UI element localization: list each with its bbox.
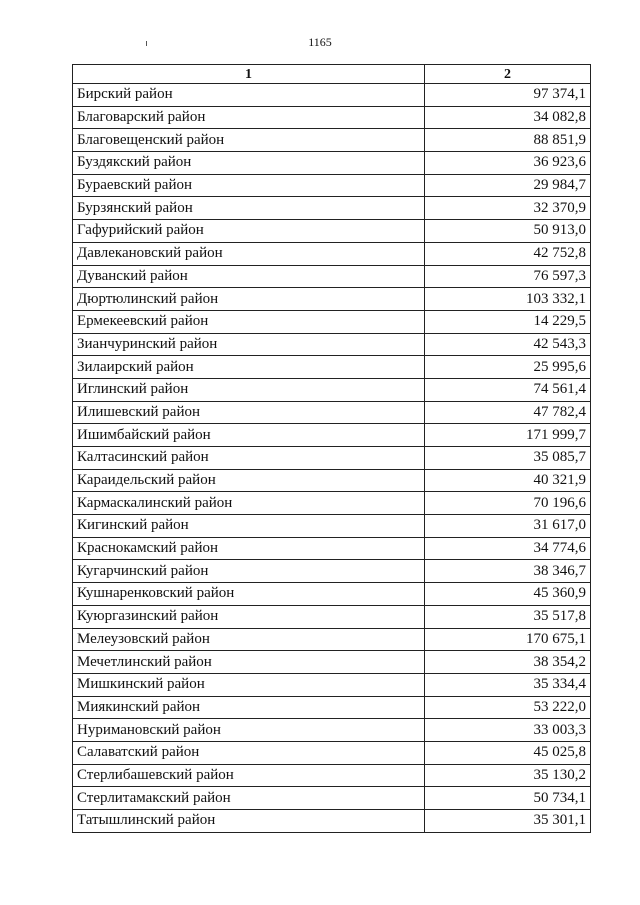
amount-cell: 38 346,7 (425, 560, 591, 583)
table-row (73, 605, 591, 628)
district-name-cell: Дуванский район (73, 265, 425, 288)
district-name-cell: Мечетлинский район (73, 651, 425, 674)
amount-cell: 36 923,6 (425, 152, 591, 175)
amount-cell: 103 332,1 (425, 288, 591, 311)
amount-cell: 42 543,3 (425, 333, 591, 356)
district-name-cell: Караидельский район (73, 469, 425, 492)
table-row (73, 537, 591, 560)
district-name-cell: Мелеузовский район (73, 628, 425, 651)
amount-cell: 88 851,9 (425, 129, 591, 152)
amount-cell: 97 374,1 (425, 84, 591, 107)
table-row (73, 810, 591, 833)
amount-cell: 34 774,6 (425, 537, 591, 560)
district-name-cell: Ермекеевский район (73, 310, 425, 333)
district-name-cell: Зилаирский район (73, 356, 425, 379)
district-name-cell: Ишимбайский район (73, 424, 425, 447)
table-row (73, 129, 591, 152)
table-row (73, 447, 591, 470)
table-row (73, 424, 591, 447)
table-row (73, 787, 591, 810)
table-row (73, 106, 591, 129)
district-name-cell: Нуримановский район (73, 719, 425, 742)
district-name-cell: Куюргазинский район (73, 605, 425, 628)
amount-cell: 35 517,8 (425, 605, 591, 628)
amount-cell: 31 617,0 (425, 515, 591, 538)
table-row (73, 628, 591, 651)
district-name-cell: Буздякский район (73, 152, 425, 175)
amount-cell: 14 229,5 (425, 310, 591, 333)
table-row (73, 310, 591, 333)
district-name-cell: Мишкинский район (73, 673, 425, 696)
table-row (73, 333, 591, 356)
amount-cell: 35 130,2 (425, 764, 591, 787)
table-row (73, 515, 591, 538)
amount-cell: 25 995,6 (425, 356, 591, 379)
district-name-cell: Бурзянский район (73, 197, 425, 220)
district-name-cell: Кармаскалинский район (73, 492, 425, 515)
table-row (73, 583, 591, 606)
district-name-cell: Кушнаренковский район (73, 583, 425, 606)
table-row (73, 696, 591, 719)
table-row (73, 651, 591, 674)
amount-cell: 70 196,6 (425, 492, 591, 515)
table-row (73, 152, 591, 175)
district-name-cell: Краснокамский район (73, 537, 425, 560)
amount-cell: 74 561,4 (425, 378, 591, 401)
district-name-cell: Кугарчинский район (73, 560, 425, 583)
table-row (73, 356, 591, 379)
district-name-cell: Зианчуринский район (73, 333, 425, 356)
district-name-cell: Стерлитамакский район (73, 787, 425, 810)
district-name-cell: Дюртюлинский район (73, 288, 425, 311)
district-name-cell: Бирский район (73, 84, 425, 107)
amount-cell: 45 025,8 (425, 741, 591, 764)
district-name-cell: Салаватский район (73, 741, 425, 764)
amount-cell: 35 301,1 (425, 810, 591, 833)
table-row (73, 220, 591, 243)
table-row (73, 84, 591, 107)
column-header-1: 1 (73, 65, 425, 84)
district-name-cell: Благовещенский район (73, 129, 425, 152)
column-header-2: 2 (425, 65, 591, 84)
amount-cell: 171 999,7 (425, 424, 591, 447)
district-name-cell: Иглинский район (73, 378, 425, 401)
table-row (73, 673, 591, 696)
table-row (73, 197, 591, 220)
table-row (73, 492, 591, 515)
data-table (72, 64, 591, 833)
amount-cell: 45 360,9 (425, 583, 591, 606)
table-row (73, 401, 591, 424)
table-row (73, 764, 591, 787)
table-row (73, 469, 591, 492)
district-name-cell: Бураевский район (73, 174, 425, 197)
amount-cell: 40 321,9 (425, 469, 591, 492)
amount-cell: 29 984,7 (425, 174, 591, 197)
table-row (73, 719, 591, 742)
district-name-cell: Благоварский район (73, 106, 425, 129)
amount-cell: 34 082,8 (425, 106, 591, 129)
district-name-cell: Татышлинский район (73, 810, 425, 833)
table-row (73, 242, 591, 265)
district-name-cell: Кигинский район (73, 515, 425, 538)
amount-cell: 47 782,4 (425, 401, 591, 424)
amount-cell: 42 752,8 (425, 242, 591, 265)
page-number: 1165 (308, 35, 332, 49)
table-row (73, 288, 591, 311)
amount-cell: 33 003,3 (425, 719, 591, 742)
amount-cell: 50 734,1 (425, 787, 591, 810)
district-name-cell: Стерлибашевский район (73, 764, 425, 787)
scan-mark (146, 41, 147, 46)
table-row (73, 378, 591, 401)
district-name-cell: Илишевский район (73, 401, 425, 424)
amount-cell: 50 913,0 (425, 220, 591, 243)
table-header-row (73, 65, 591, 84)
amount-cell: 53 222,0 (425, 696, 591, 719)
district-name-cell: Калтасинский район (73, 447, 425, 470)
amount-cell: 35 334,4 (425, 673, 591, 696)
district-name-cell: Гафурийский район (73, 220, 425, 243)
amount-cell: 76 597,3 (425, 265, 591, 288)
table-row (73, 174, 591, 197)
district-name-cell: Миякинский район (73, 696, 425, 719)
district-name-cell: Давлекановский район (73, 242, 425, 265)
amount-cell: 32 370,9 (425, 197, 591, 220)
table-row (73, 560, 591, 583)
table-row (73, 741, 591, 764)
table-body (73, 84, 591, 833)
amount-cell: 38 354,2 (425, 651, 591, 674)
amount-cell: 35 085,7 (425, 447, 591, 470)
table-row (73, 265, 591, 288)
amount-cell: 170 675,1 (425, 628, 591, 651)
